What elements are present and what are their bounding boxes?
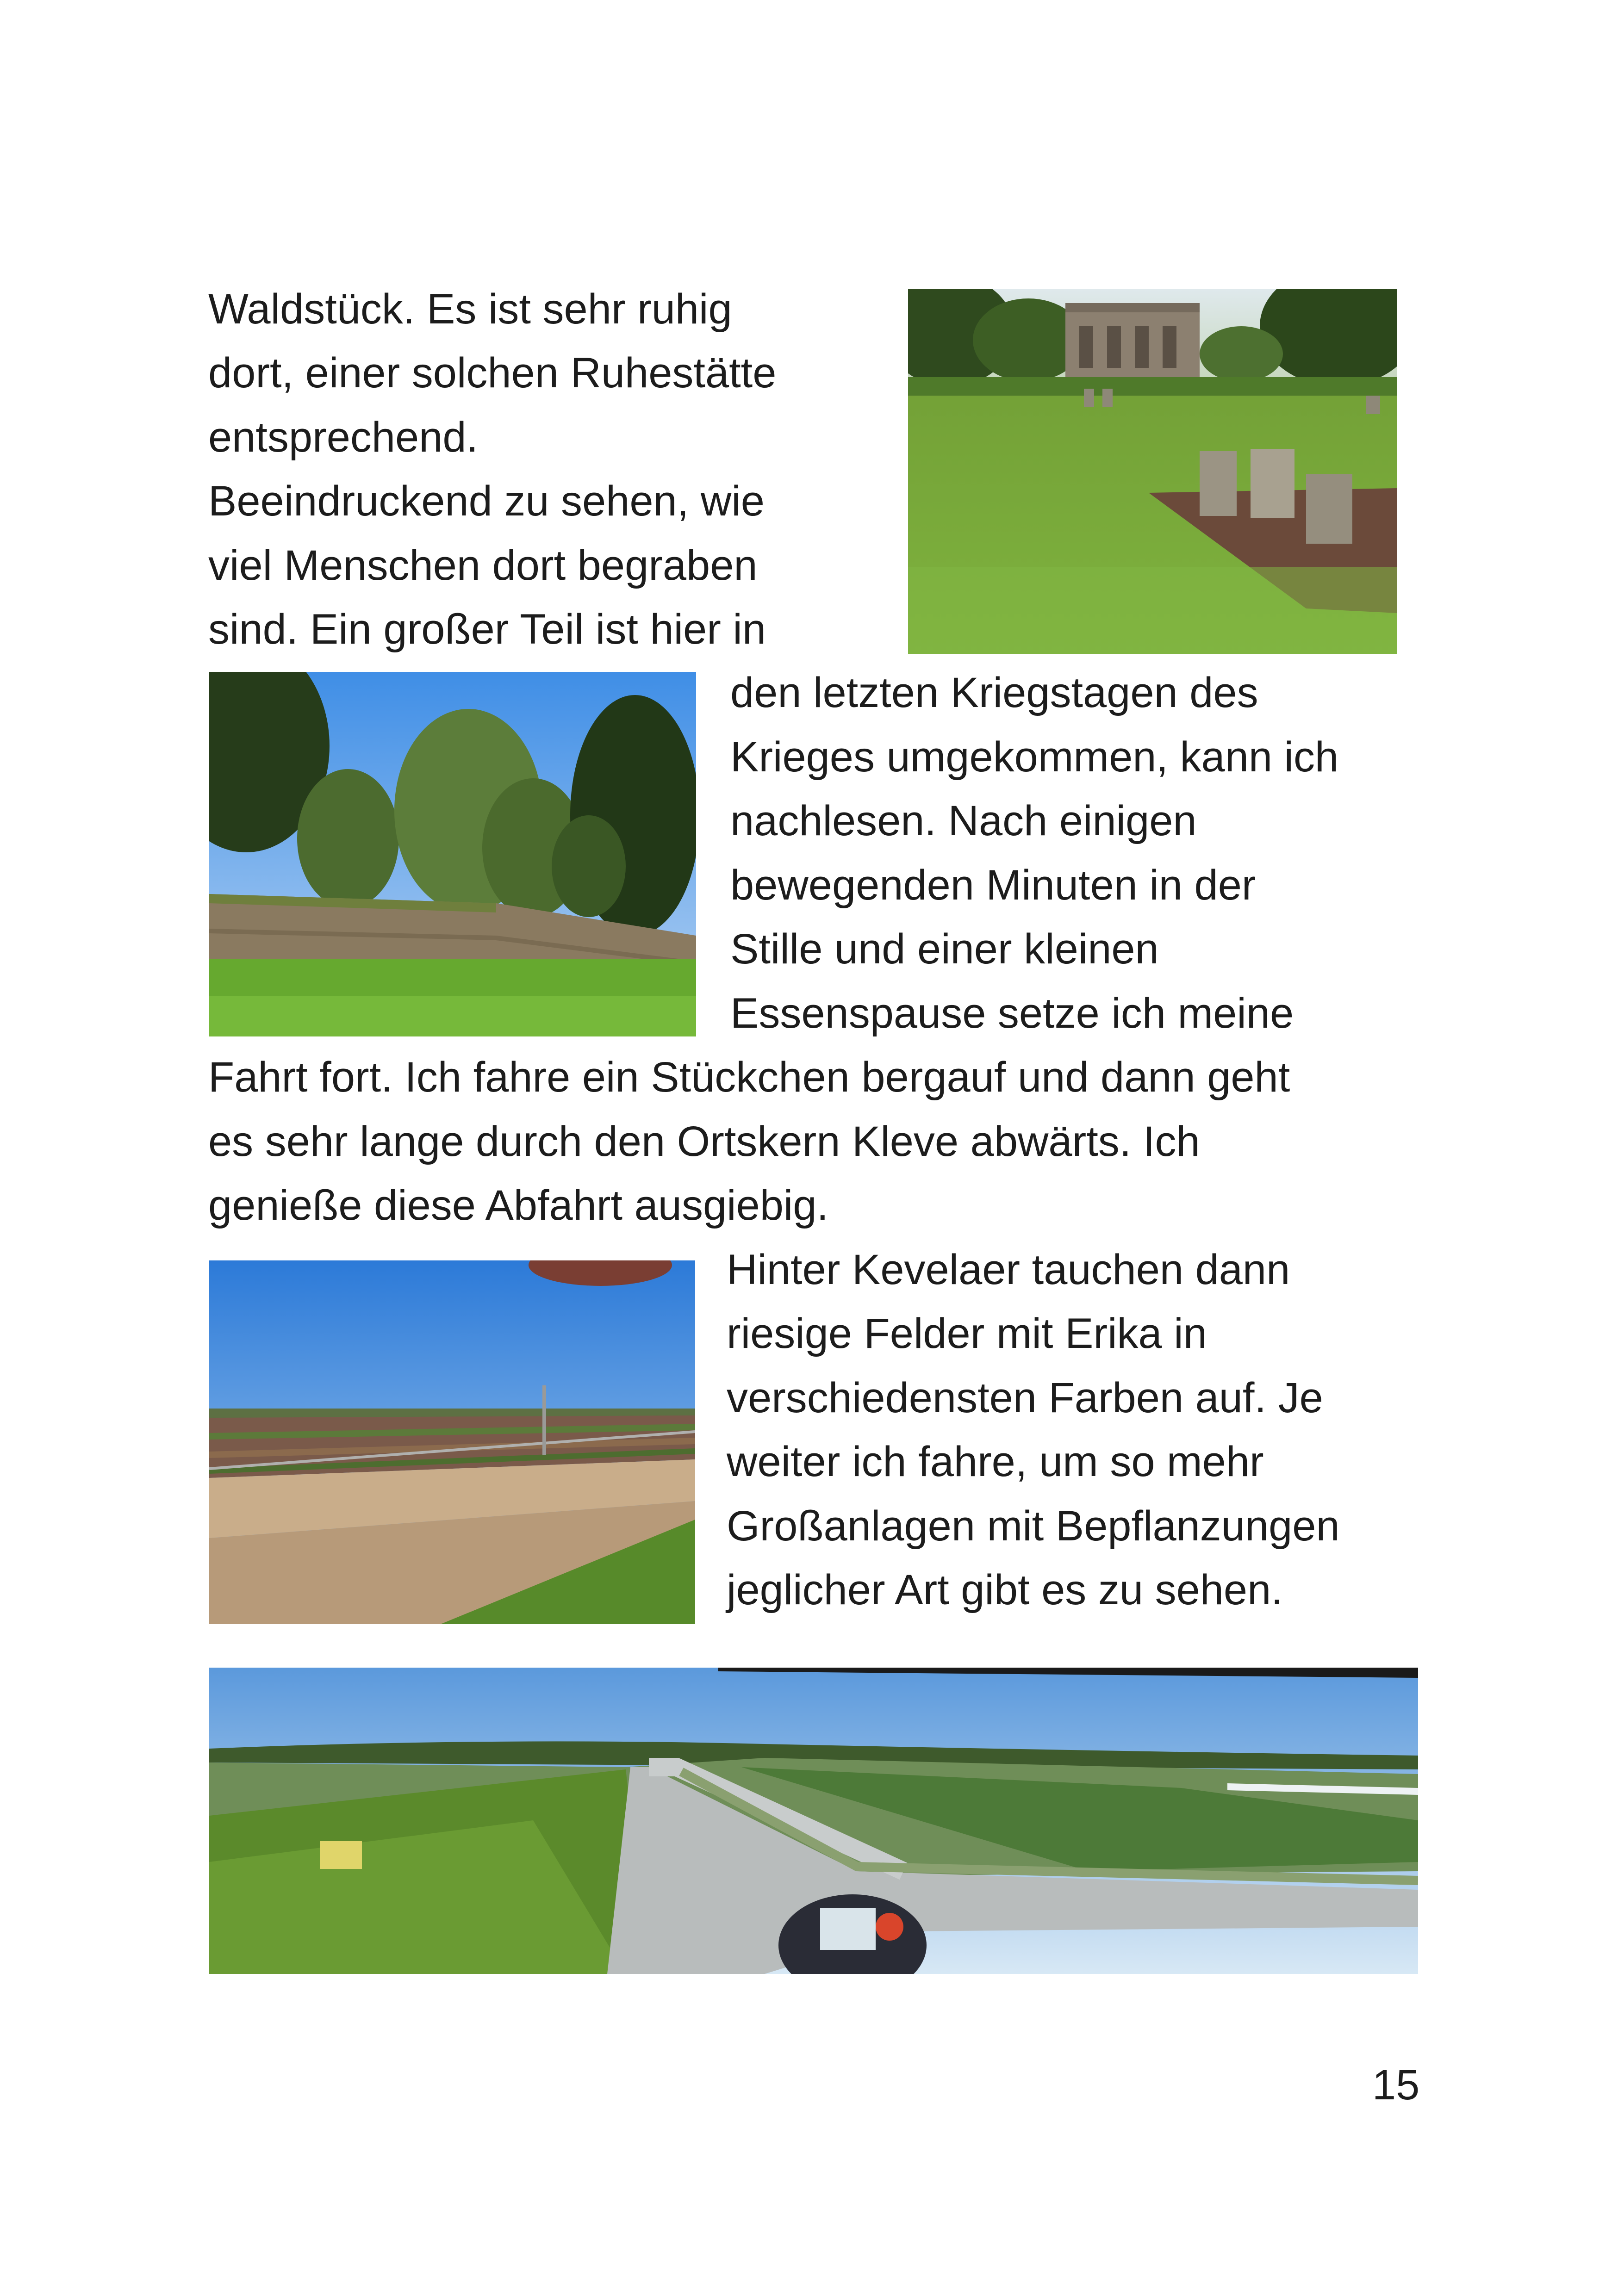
- text-line: entsprechend.: [208, 414, 479, 461]
- panorama-photo: [209, 1668, 1418, 1974]
- cemetery-photo: [908, 289, 1397, 654]
- text-line: verschiedensten Farben auf. Je: [727, 1374, 1323, 1421]
- stone-wall-photo: [209, 672, 696, 1036]
- text-line: Waldstück. Es ist sehr ruhig: [208, 285, 732, 333]
- text-line: riesige Felder mit Erika in: [727, 1310, 1207, 1357]
- text-line: weiter ich fahre, um so mehr: [727, 1438, 1264, 1485]
- text-line: jeglicher Art gibt es zu sehen.: [727, 1566, 1283, 1613]
- page-number: 15: [1372, 2061, 1420, 2109]
- text-line: Beeindruckend zu sehen, wie: [208, 478, 765, 525]
- text-line: bewegenden Minuten in der: [730, 862, 1256, 909]
- text-line: sind. Ein großer Teil ist hier in: [208, 606, 766, 653]
- text-line: genieße diese Abfahrt ausgiebig.: [208, 1182, 829, 1229]
- text-line: Großanlagen mit Bepflanzungen: [727, 1502, 1340, 1550]
- field-photo: [209, 1260, 695, 1624]
- text-line: Stille und einer kleinen: [730, 925, 1159, 973]
- text-line: Krieges umgekommen, kann ich: [730, 733, 1339, 781]
- text-line: Hinter Kevelaer tauchen dann: [727, 1246, 1290, 1293]
- text-line: es sehr lange durch den Ortskern Kleve abwärts. Ich: [208, 1118, 1200, 1165]
- text-line: Essenspause setze ich meine: [730, 990, 1294, 1037]
- text-line: den letzten Kriegstagen des: [730, 669, 1258, 716]
- text-line: nachlesen. Nach einigen: [730, 797, 1197, 844]
- text-line: dort, einer solchen Ruhestätte: [208, 349, 777, 397]
- text-line: viel Menschen dort begraben: [208, 542, 758, 589]
- text-line: Fahrt fort. Ich fahre ein Stückchen bergauf und dann geht: [208, 1054, 1290, 1101]
